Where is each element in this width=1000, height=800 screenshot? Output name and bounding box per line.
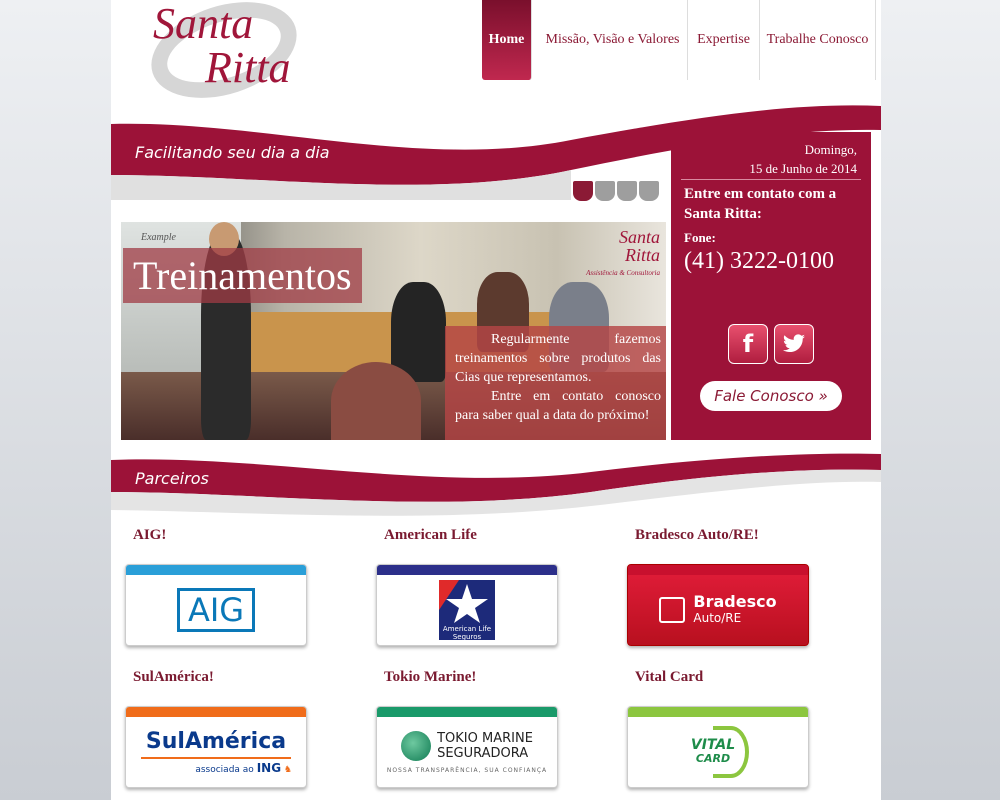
card-bar bbox=[377, 565, 557, 575]
logo-line1: Santa bbox=[153, 0, 254, 48]
slide-image[interactable] bbox=[121, 222, 666, 440]
sulamerica-logo-text: SulAmérica bbox=[145, 729, 287, 754]
tokio-logo bbox=[377, 717, 557, 787]
card-bar bbox=[126, 707, 306, 717]
american-life-logo bbox=[377, 575, 557, 645]
page bbox=[111, 0, 881, 800]
phone-number: (41) 3222-0100 bbox=[684, 248, 834, 274]
partner-name-aig[interactable]: AIG! bbox=[133, 527, 167, 543]
logo-line2: Ritta bbox=[205, 43, 291, 92]
bradesco-logo-text: Bradesco bbox=[693, 592, 777, 611]
partner-name-bradesco[interactable]: Bradesco Auto/RE! bbox=[635, 527, 759, 543]
facebook-icon[interactable]: f bbox=[728, 324, 768, 364]
partner-card-aig[interactable] bbox=[125, 564, 307, 646]
card-bar bbox=[377, 707, 557, 717]
divider bbox=[681, 179, 861, 180]
partner-name-tokio[interactable]: Tokio Marine! bbox=[384, 669, 477, 685]
slider-dot-4[interactable] bbox=[639, 181, 659, 201]
caption-paragraph: Regularmente fazemos treinamentos sobre produtos das Cias que representamos. bbox=[455, 332, 661, 385]
partners-title: Parceiros bbox=[135, 469, 209, 488]
american-life-emblem bbox=[439, 580, 495, 640]
partner-card-bradesco[interactable] bbox=[627, 564, 809, 646]
slider-dots bbox=[573, 181, 659, 201]
caption-paragraph: Entre em contato conosco para saber qual a data do próximo! bbox=[455, 389, 661, 423]
partner-name-sulamerica[interactable]: SulAmérica! bbox=[133, 669, 214, 685]
slide-caption bbox=[445, 326, 666, 440]
date-full: 15 de Junho de 2014 bbox=[749, 161, 857, 176]
partners-wave bbox=[111, 452, 881, 524]
vital-card-logo bbox=[628, 717, 808, 787]
bradesco-emblem-icon bbox=[659, 597, 685, 623]
partner-card-sulamerica[interactable] bbox=[125, 706, 307, 788]
tokio-logo-text: TOKIO MARINE bbox=[437, 730, 533, 746]
date-display bbox=[749, 140, 857, 178]
mini-logo-sub: Assistência & Consultoria bbox=[586, 269, 660, 277]
twitter-bird-icon bbox=[782, 334, 806, 354]
star-icon bbox=[439, 580, 495, 626]
mini-logo-line1: Santa bbox=[618, 227, 660, 247]
vital-logo-text-2: CARD bbox=[695, 752, 731, 765]
sulamerica-underline bbox=[141, 757, 291, 759]
partner-card-vital[interactable] bbox=[627, 706, 809, 788]
whiteboard-text: Example bbox=[141, 232, 176, 243]
card-bar bbox=[126, 565, 306, 575]
partner-card-tokio[interactable] bbox=[376, 706, 558, 788]
date-day: Domingo, bbox=[804, 142, 857, 157]
tokio-logo-text-2: SEGURADORA bbox=[437, 745, 529, 761]
phone-label: Fone: bbox=[684, 230, 716, 245]
card-bar bbox=[628, 707, 808, 717]
nav-missao[interactable]: Missão, Visão e Valores bbox=[538, 0, 688, 80]
nav-expertise[interactable]: Expertise bbox=[688, 0, 760, 80]
partner-card-american-life[interactable] bbox=[376, 564, 558, 646]
aig-logo bbox=[126, 575, 306, 645]
slide-title: Treinamentos bbox=[123, 248, 362, 303]
bradesco-logo bbox=[628, 575, 808, 645]
contact-panel bbox=[671, 132, 871, 440]
mini-logo-line2: Ritta bbox=[625, 245, 660, 265]
sulamerica-logo bbox=[126, 717, 306, 787]
tokio-logo-sub: NOSSA TRANSPARÊNCIA, SUA CONFIANÇA bbox=[386, 766, 548, 774]
attendee-figure bbox=[331, 362, 421, 440]
american-life-logo-text: American Life bbox=[442, 625, 492, 633]
card-bar bbox=[628, 565, 808, 575]
aig-logo-text: AIG bbox=[177, 588, 255, 632]
american-life-logo-sub: Seguros bbox=[452, 633, 482, 641]
ing-logo-text: ING bbox=[256, 761, 282, 775]
contact-cta: Entre em contato com a Santa Ritta: bbox=[684, 186, 837, 222]
slogan: Facilitando seu dia a dia bbox=[135, 143, 330, 162]
tokio-emblem-icon bbox=[401, 731, 431, 761]
main-nav bbox=[482, 0, 876, 80]
slider-dot-2[interactable] bbox=[595, 181, 615, 201]
partner-name-vital[interactable]: Vital Card bbox=[635, 669, 704, 685]
bradesco-logo-sub: Auto/RE bbox=[693, 611, 742, 625]
sulamerica-logo-sub: associada ao bbox=[195, 765, 254, 775]
partner-name-american-life[interactable]: American Life bbox=[384, 527, 477, 543]
twitter-icon[interactable] bbox=[774, 324, 814, 364]
slider-dot-3[interactable] bbox=[617, 181, 637, 201]
ing-lion-icon: ♞ bbox=[283, 765, 292, 775]
nav-home[interactable]: Home bbox=[482, 0, 532, 80]
nav-trabalhe[interactable]: Trabalhe Conosco bbox=[760, 0, 876, 80]
vital-logo-text: VITAL bbox=[690, 737, 736, 753]
slide-mini-logo bbox=[586, 228, 660, 282]
slider-dot-1[interactable] bbox=[573, 181, 593, 201]
fale-conosco-button[interactable]: Fale Conosco » bbox=[700, 381, 842, 411]
